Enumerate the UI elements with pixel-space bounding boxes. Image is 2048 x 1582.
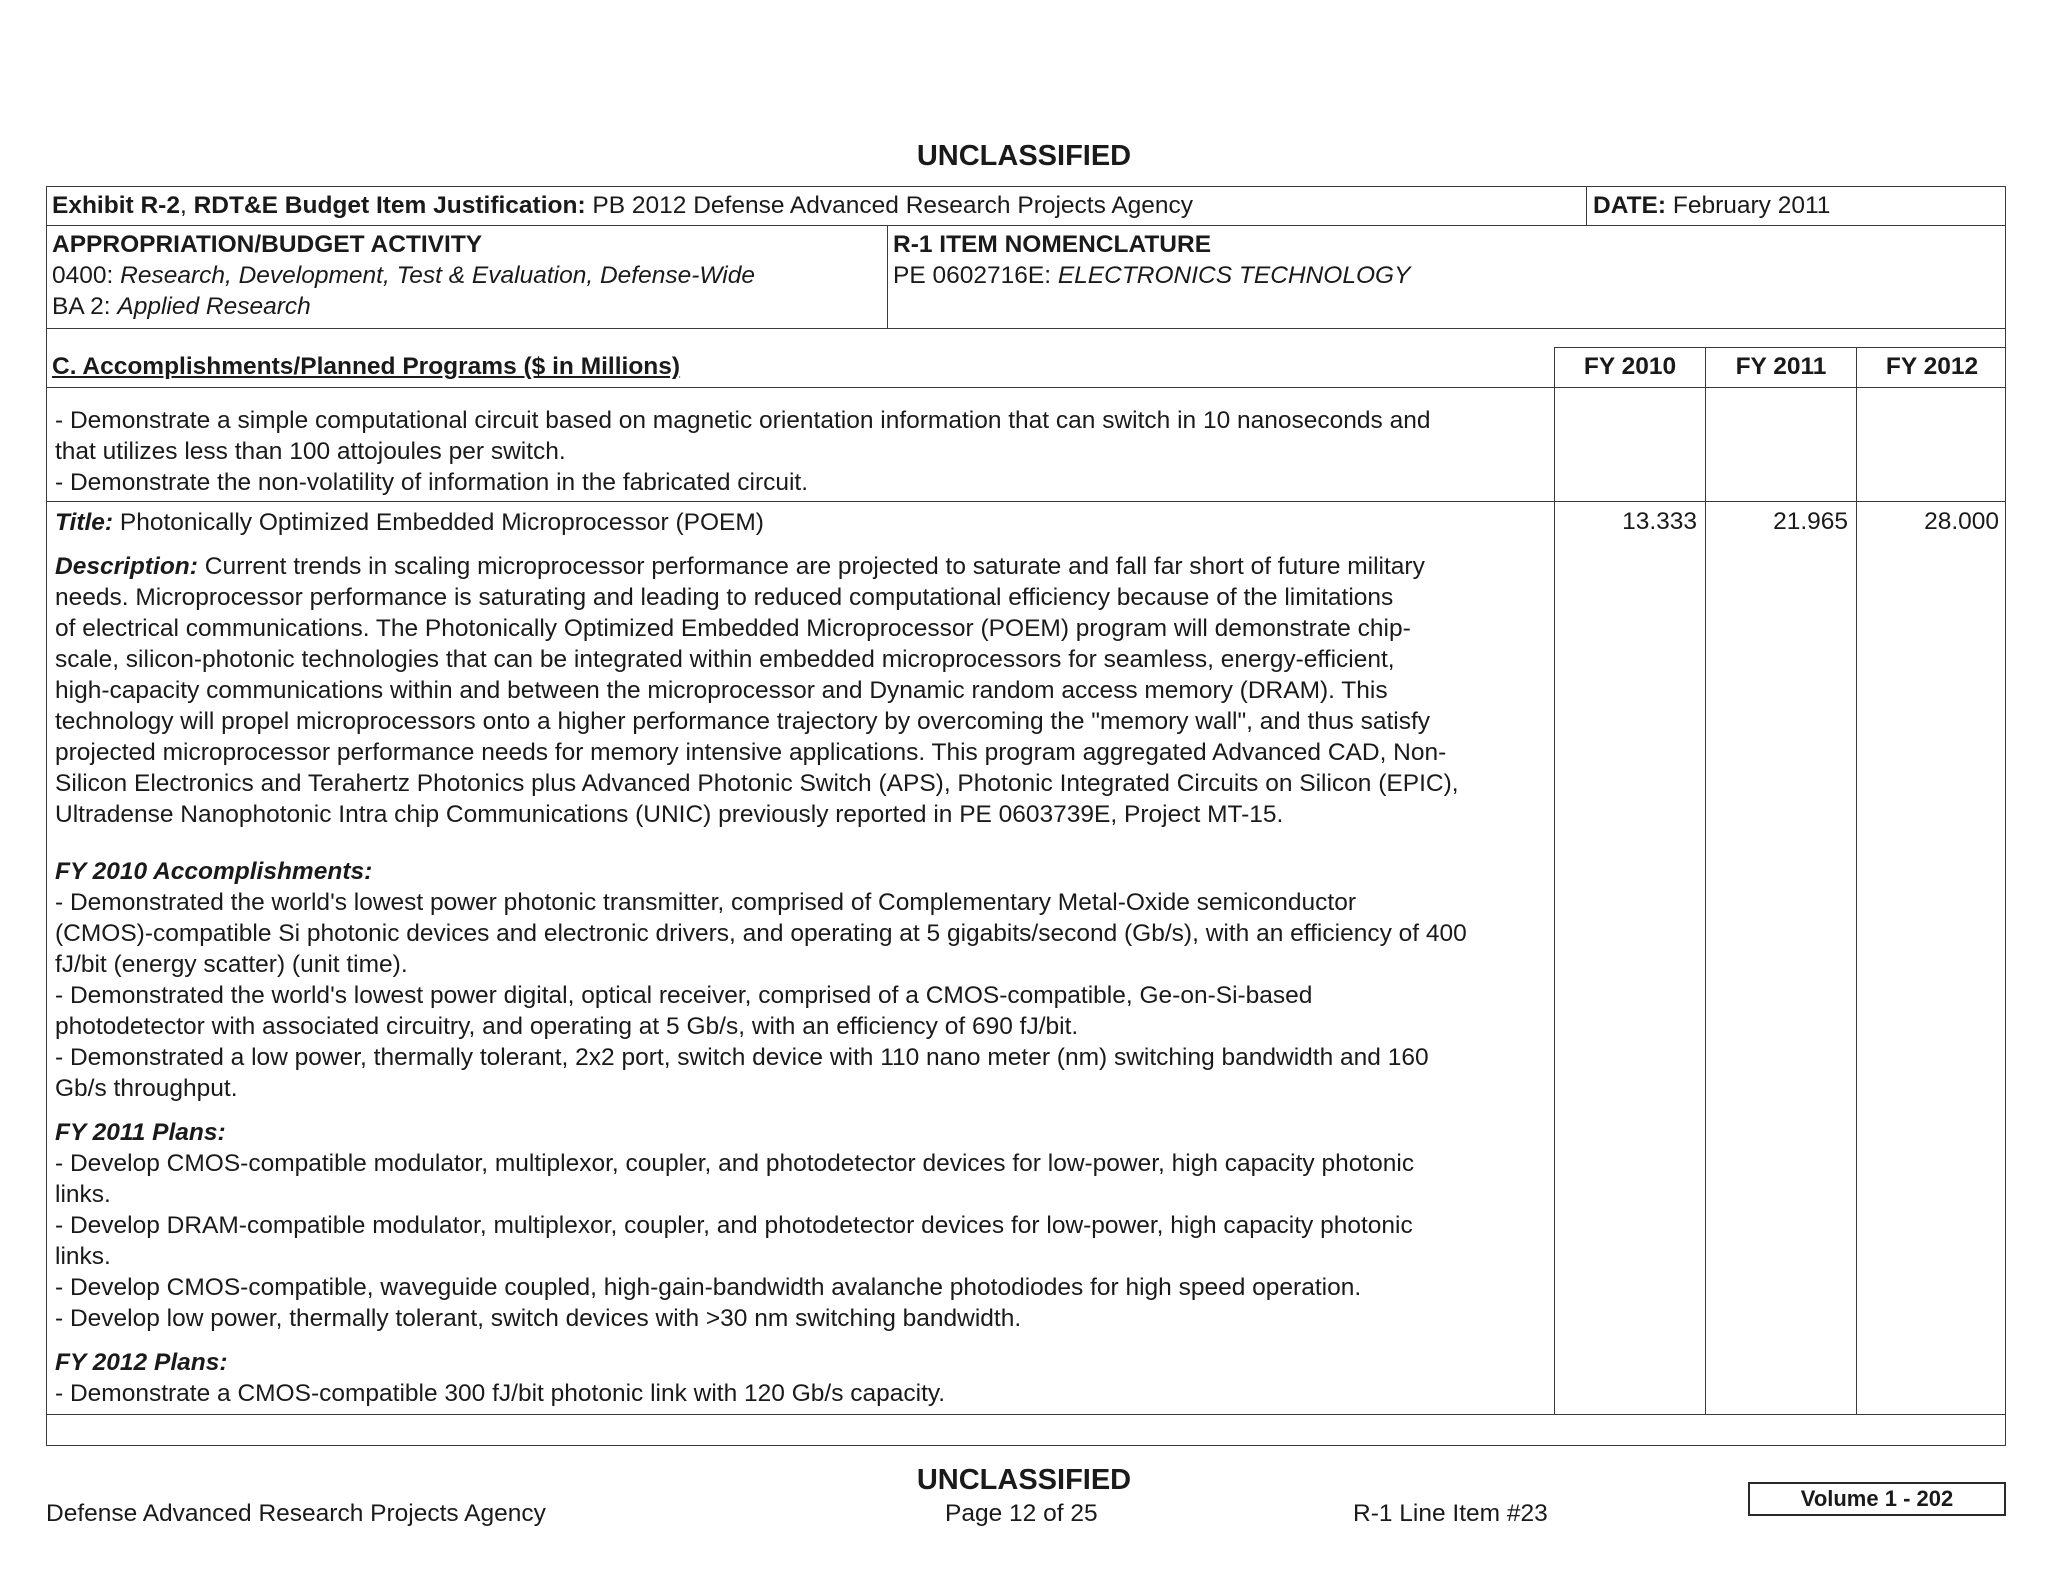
fy2011-header: FY 2011 [1735, 353, 1827, 380]
program-title-value: Photonically Optimized Embedded Microprocessor (POEM) [113, 509, 764, 536]
budget-activity-code: BA 2: [52, 293, 118, 320]
budget-activity-line [52, 291, 311, 322]
row-divider [46, 328, 2006, 329]
nomenclature-divider [887, 225, 888, 329]
rdte-label: RDT&E Budget Item Justification: [193, 192, 586, 219]
fy2010-text: - Demonstrated the world's lowest power photonic transmitter, comprised of Complementary Metal-Oxide semiconductor (CMOS)-compatible Si photonic devices and electronic drivers, and operating at 5 gigabits/second (Gb/s), with an efficiency of 400 fJ/bit (energy scatter) (unit time). - Demonstrated the world's lowest power digital, optical receiver, comprised of a CMOS-compatible, Ge-on-Si-based photodetector with associated circuitry, and operating at 5 Gb/s, with an efficiency of 690 fJ/bit. - Demonstrated a low power, thermally tolerant, 2x2 port, switch device with 110 nano meter (nm) switching bandwidth and 160 Gb/s throughput. [55, 889, 1467, 1102]
nomenclature-line [893, 260, 1410, 291]
date-divider [1586, 186, 1587, 226]
fy2011-value: 21.965 [1773, 508, 1848, 535]
row-divider [46, 1414, 2006, 1415]
footer-page: Page 12 of 25 [945, 1500, 1098, 1527]
row-divider [46, 387, 2006, 388]
fy2012-text: - Demonstrate a CMOS-compatible 300 fJ/bit photonic link with 120 Gb/s capacity. [55, 1380, 946, 1407]
date-label: DATE: [1593, 192, 1667, 219]
fy-header-top [1554, 347, 2006, 348]
fy2012-value: 28.000 [1924, 508, 1999, 535]
date-value: February 2011 [1666, 192, 1831, 219]
fy2010-value: 13.333 [1622, 508, 1697, 535]
row-divider [46, 501, 2006, 502]
footer-line-item: R-1 Line Item #23 [1353, 1500, 1548, 1527]
exhibit-line [52, 190, 1193, 221]
classification-footer: UNCLASSIFIED [916, 1464, 1132, 1496]
rdte-value: PB 2012 Defense Advanced Research Projects Agency [585, 192, 1194, 219]
exhibit-separator: , [179, 192, 194, 219]
program-title [55, 507, 764, 538]
exhibit-label: Exhibit R-2 [52, 192, 180, 219]
nomenclature-text: ELECTRONICS TECHNOLOGY [1057, 262, 1411, 289]
section-title: C. Accomplishments/Planned Programs ($ in Millions) [52, 353, 681, 380]
budget-activity-text: Applied Research [117, 293, 311, 320]
date-line [1593, 190, 1830, 221]
row-divider [46, 225, 2006, 226]
description-label: Description: [55, 553, 198, 580]
description-first-line [55, 551, 1425, 582]
footer-agency: Defense Advanced Research Projects Agency [46, 1500, 546, 1527]
classification-header: UNCLASSIFIED [916, 140, 1132, 172]
nomenclature-code: PE 0602716E: [893, 262, 1058, 289]
fy2011-heading: FY 2011 Plans: [55, 1119, 226, 1146]
appropriation-text: Research, Development, Test & Evaluation, Defense-Wide [120, 262, 755, 289]
fy2012-heading: FY 2012 Plans: [55, 1349, 228, 1376]
nomenclature-label: R-1 ITEM NOMENCLATURE [893, 231, 1212, 258]
carryover-text: - Demonstrate a simple computational circuit based on magnetic orientation information that can switch in 10 nanoseconds and that utilizes less than 100 attojoules per switch. - Demonstrate the non-volatility of information in the fabricated circuit. [55, 407, 1431, 496]
appropriation-line1 [52, 260, 755, 291]
appropriation-label: APPROPRIATION/BUDGET ACTIVITY [52, 231, 483, 258]
fy2012-header: FY 2012 [1885, 353, 1979, 380]
appropriation-code: 0400: [52, 262, 121, 289]
fy2011-text: - Develop CMOS-compatible modulator, multiplexor, coupler, and photodetector devices for low-power, high capacity photonic links. - Develop DRAM-compatible modulator, multiplexor, coupler, and photodetector devices for low-power, high capacity photonic links. - Develop CMOS-compatible, waveguide coupled, high-gain-bandwidth avalanche photodiodes for high speed operation. - Develop low power, thermally tolerant, switch devices with >30 nm switching bandwidth. [55, 1150, 1415, 1332]
volume-box: Volume 1 - 202 [1748, 1482, 2006, 1516]
fy2010-heading: FY 2010 Accomplishments: [55, 858, 373, 885]
description-first: Current trends in scaling microprocessor performance are projected to saturate and fall far short of future military [197, 553, 1425, 580]
description-text: needs. Microprocessor performance is saturating and leading to reduced computational efficiency because of the limitations of electrical communications. The Photonically Optimized Embedded Microprocessor (POEM) program will demonstrate chip- scale, silicon-photonic technologies that can be integrated within embedded microprocessors for seamless, energy-efficient, high-capacity communications within and between the microprocessor and Dynamic random access memory (DRAM). This technology will propel microprocessors onto a higher performance trajectory by overcoming the "memory wall", and thus satisfy projected microprocessor performance needs for memory intensive applications. This program aggregated Advanced CAD, Non- Silicon Electronics and Terahertz Photonics plus Advanced Photonic Switch (APS), Photonic Integrated Circuits on Silicon (EPIC), Ultradense Nanophotonic Intra chip Communications (UNIC) previously reported in PE 0603739E, Project MT-15. [55, 584, 1459, 828]
fy2010-header: FY 2010 [1583, 353, 1677, 380]
program-title-label: Title: [55, 509, 114, 536]
